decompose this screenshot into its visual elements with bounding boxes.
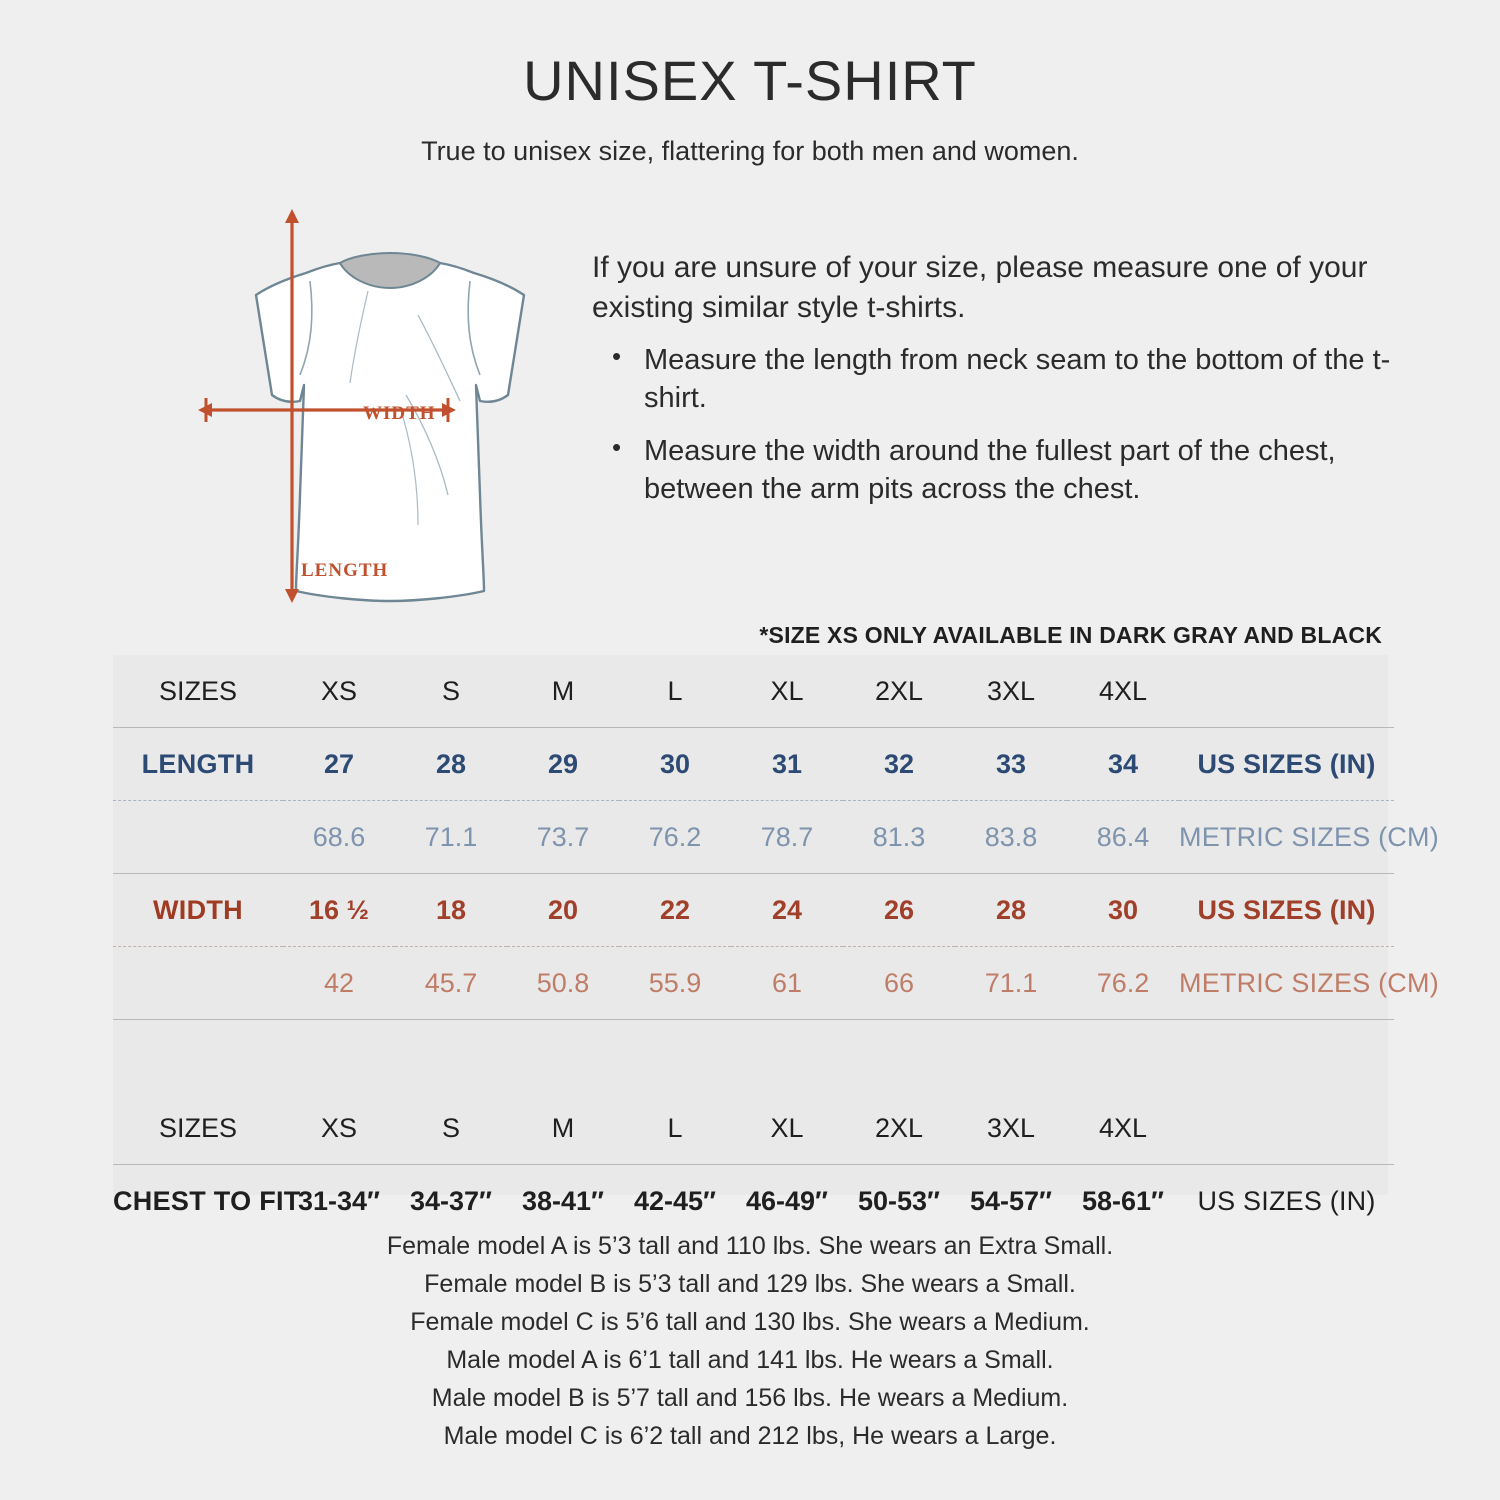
length-cm-cell: 71.1: [395, 801, 507, 874]
width-cm-cell: 50.8: [507, 947, 619, 1020]
table-row-width-in: [113, 874, 1394, 947]
row-label-length: LENGTH: [113, 728, 283, 801]
length-cm-cell: 73.7: [507, 801, 619, 874]
chest-cell: 50-53″: [858, 1185, 940, 1216]
sizes-header-label-2: SIZES: [113, 1092, 283, 1165]
row-unit-length-cm: METRIC SIZES (CM): [1179, 801, 1394, 874]
unit-header-cell: [1179, 655, 1394, 728]
instructions-list: [592, 341, 1392, 508]
width-cm-cell: 55.9: [619, 947, 731, 1020]
width-in-cell: 30: [1067, 874, 1179, 947]
chest-cell: 46-49″: [746, 1185, 828, 1216]
chest-cell: 58-61″: [1082, 1185, 1164, 1216]
size-header-cell: M: [507, 1092, 619, 1165]
row-label-width: WIDTH: [113, 874, 283, 947]
width-in-cell: 24: [731, 874, 843, 947]
size-header-cell: L: [619, 1092, 731, 1165]
chest-cell: 34-37″: [410, 1185, 492, 1216]
table-row-sizes-header-2: [113, 1092, 1394, 1165]
width-in-cell: 18: [395, 874, 507, 947]
list-item: • Measure the width around the fullest part of the chest, between the arm pits across the chest.: [644, 432, 1392, 509]
table-row-sizes-header: [113, 655, 1394, 728]
row-unit-length-in: US SIZES (IN): [1179, 728, 1394, 801]
length-in-cell: 27: [283, 728, 395, 801]
size-header-cell: 2XL: [843, 1092, 955, 1165]
chest-cell: 38-41″: [522, 1185, 604, 1216]
width-cm-cell: 61: [731, 947, 843, 1020]
size-header-cell: XS: [283, 1092, 395, 1165]
model-note-line: Female model B is 5’3 tall and 129 lbs. She wears a Small.: [424, 1270, 1076, 1298]
width-in-cell: 20: [507, 874, 619, 947]
length-in-cell: 33: [955, 728, 1067, 801]
model-note-line: Male model A is 6’1 tall and 141 lbs. He wears a Small.: [446, 1346, 1054, 1374]
size-header-cell: XS: [283, 655, 395, 728]
list-item: • Measure the length from neck seam to the bottom of the t-shirt.: [644, 341, 1392, 418]
length-in-cell: 29: [507, 728, 619, 801]
width-cm-cell: 71.1: [955, 947, 1067, 1020]
spacer-cell: [113, 1020, 1394, 1093]
page-title: UNISEX T-SHIRT: [523, 49, 977, 112]
length-in-cell: 30: [619, 728, 731, 801]
table-spacer: [113, 1020, 1394, 1093]
size-header-cell: S: [395, 1092, 507, 1165]
size-header-cell: 4XL: [1067, 655, 1179, 728]
tshirt-diagram: [118, 195, 558, 625]
size-header-cell: XL: [731, 1092, 843, 1165]
width-dimension-label: WIDTH: [363, 403, 436, 424]
row-label-width-cm: [113, 947, 283, 1020]
size-header-cell: 2XL: [843, 655, 955, 728]
size-table: [113, 655, 1439, 1216]
size-header-cell: 4XL: [1067, 1092, 1179, 1165]
row-unit-chest: US SIZES (IN): [1197, 1185, 1376, 1216]
row-unit-width-cm: METRIC SIZES (CM): [1179, 947, 1394, 1020]
table-row-length-cm: [113, 801, 1394, 874]
size-header-cell: 3XL: [955, 655, 1067, 728]
row-label-length-cm: [113, 801, 283, 874]
size-header-cell: 3XL: [955, 1092, 1067, 1165]
chest-cell: 42-45″: [634, 1185, 716, 1216]
sizes-header-label: SIZES: [113, 655, 283, 728]
length-cm-cell: 83.8: [955, 801, 1067, 874]
length-cm-cell: 76.2: [619, 801, 731, 874]
size-header-cell: L: [619, 655, 731, 728]
width-in-cell: 26: [843, 874, 955, 947]
row-label-chest-to-fit: CHEST TO FIT: [113, 1185, 301, 1216]
unit-header-cell-2: [1179, 1092, 1394, 1165]
width-cm-cell: 42: [283, 947, 395, 1020]
width-cm-cell: 45.7: [395, 947, 507, 1020]
width-in-cell: 22: [619, 874, 731, 947]
model-note-line: Male model C is 6’2 tall and 212 lbs, He wears a Large.: [443, 1422, 1057, 1450]
width-in-cell: 16 ½: [283, 874, 395, 947]
table-row-length-in: [113, 728, 1394, 801]
length-cm-cell: 78.7: [731, 801, 843, 874]
width-cm-cell: 76.2: [1067, 947, 1179, 1020]
size-header-cell: XL: [731, 655, 843, 728]
size-availability-note: *SIZE XS ONLY AVAILABLE IN DARK GRAY AND BLACK: [759, 622, 1382, 648]
table-row-width-cm: [113, 947, 1394, 1020]
measure-instructions: [592, 248, 1392, 522]
length-cm-cell: 86.4: [1067, 801, 1179, 874]
table-row-chest-to-fit: [113, 1165, 1394, 1238]
model-notes: [0, 1232, 1500, 1460]
length-in-cell: 28: [395, 728, 507, 801]
page-subtitle: True to unisex size, flattering for both men and women.: [421, 136, 1079, 166]
row-unit-width-in: US SIZES (IN): [1179, 874, 1394, 947]
chest-cell: 54-57″: [970, 1185, 1052, 1216]
size-header-cell: S: [395, 655, 507, 728]
length-in-cell: 32: [843, 728, 955, 801]
model-note-line: Male model B is 5’7 tall and 156 lbs. He wears a Medium.: [431, 1384, 1069, 1412]
chest-cell: 31-34″: [298, 1185, 380, 1216]
width-in-cell: 28: [955, 874, 1067, 947]
instructions-lead: If you are unsure of your size, please measure one of your existing similar style t-shirts.: [592, 251, 1368, 324]
size-header-cell: M: [507, 655, 619, 728]
length-cm-cell: 81.3: [843, 801, 955, 874]
width-cm-cell: 66: [843, 947, 955, 1020]
length-cm-cell: 68.6: [283, 801, 395, 874]
length-dimension-label: LENGTH: [301, 560, 389, 581]
model-note-line: Female model C is 5’6 tall and 130 lbs. She wears a Medium.: [410, 1308, 1090, 1336]
model-note-line: Female model A is 5’3 tall and 110 lbs. She wears an Extra Small.: [386, 1232, 1114, 1260]
length-in-cell: 31: [731, 728, 843, 801]
length-in-cell: 34: [1067, 728, 1179, 801]
